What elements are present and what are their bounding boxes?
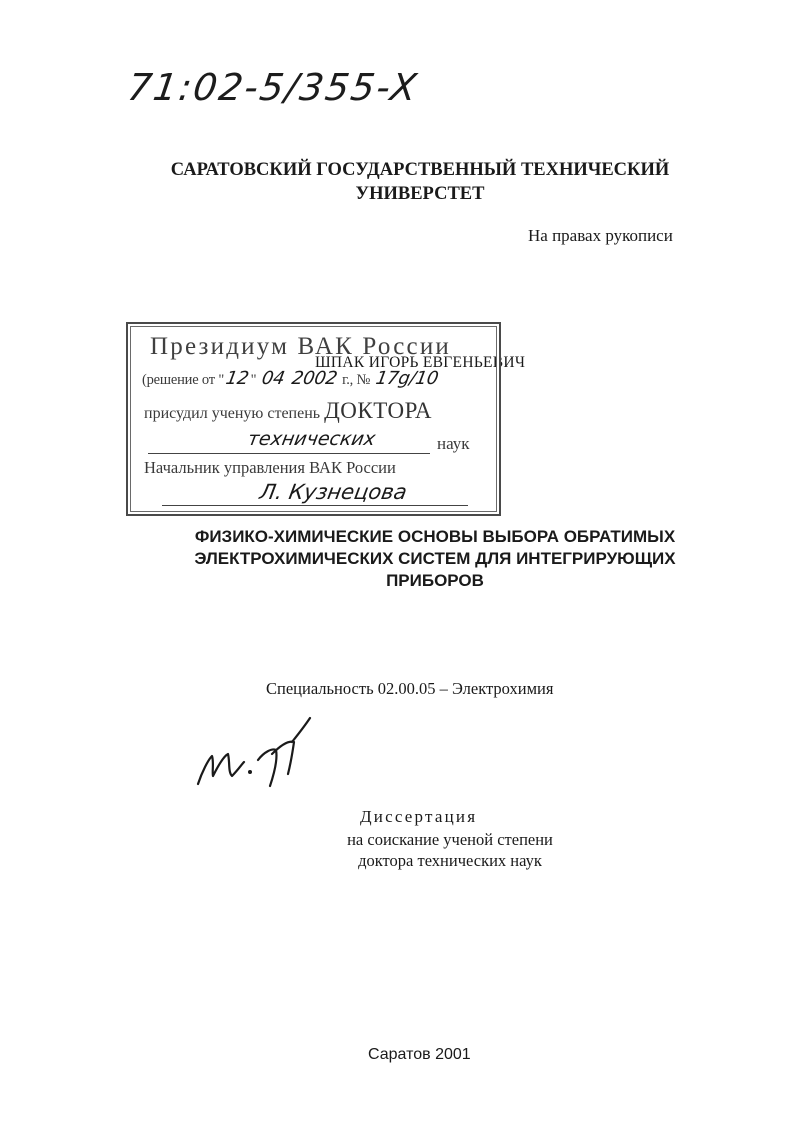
title-line-2: ЭЛЕКТРОХИМИЧЕСКИХ СИСТЕМ ДЛЯ ИНТЕГРИРУЮЩИХ (194, 549, 676, 568)
stamp-field-underline (148, 453, 430, 454)
stamp-head-title: Начальник управления ВАК России (144, 458, 396, 477)
stamp-award-row (144, 398, 432, 424)
degree-sought-line-1: на соискание ученой степени (347, 830, 553, 849)
stamp-field: технических (246, 428, 378, 450)
stamp-decision-row (142, 368, 440, 389)
stamp-signature-underline (162, 505, 468, 506)
specialty: Специальность 02.00.05 – Электрохимия (266, 679, 554, 698)
university-name (120, 158, 720, 206)
degree-sought-line-2: доктора технических наук (358, 851, 542, 870)
stamp-decision-number: 17g/10 (373, 368, 440, 389)
vak-approval-stamp (126, 322, 501, 516)
dissertation-title (140, 526, 730, 592)
stamp-decision-suffix: г., № (342, 372, 371, 388)
title-line-1: ФИЗИКО-ХИМИЧЕСКИЕ ОСНОВЫ ВЫБОРА ОБРАТИМЫХ (194, 527, 676, 546)
stamp-degree: ДОКТОРА (324, 398, 433, 423)
author-signature (192, 712, 322, 792)
stamp-awarded-text: присудил ученую степень (144, 405, 321, 422)
author-name: ШПАК ИГОРЬ ЕВГЕНЬЕВИЧ (315, 354, 526, 371)
stamp-decision-prefix: (решение от " (142, 372, 225, 388)
title-line-3: ПРИБОРОВ (386, 571, 484, 590)
stamp-field-suffix: наук (437, 434, 470, 453)
university-line-1: САРАТОВСКИЙ ГОСУДАРСТВЕННЫЙ ТЕХНИЧЕСКИЙ (170, 160, 670, 180)
rights-note: На правах рукописи (528, 226, 673, 245)
stamp-decision-separator: " (250, 372, 257, 388)
work-type: Диссертация (360, 807, 478, 826)
stamp-decision-year: 2002 (289, 368, 339, 389)
stamp-head-signature: Л. Кузнецова (257, 480, 409, 504)
stamp-decision-day: 12 (224, 368, 251, 389)
university-line-2: УНИВЕРСТЕТ (355, 184, 485, 204)
stamp-organization: Президиум ВАК России (150, 333, 451, 360)
archive-code: 71:02-5/355-X (124, 66, 422, 109)
city-year: Саратов 2001 (368, 1046, 471, 1063)
stamp-decision-month: 04 (259, 368, 287, 389)
